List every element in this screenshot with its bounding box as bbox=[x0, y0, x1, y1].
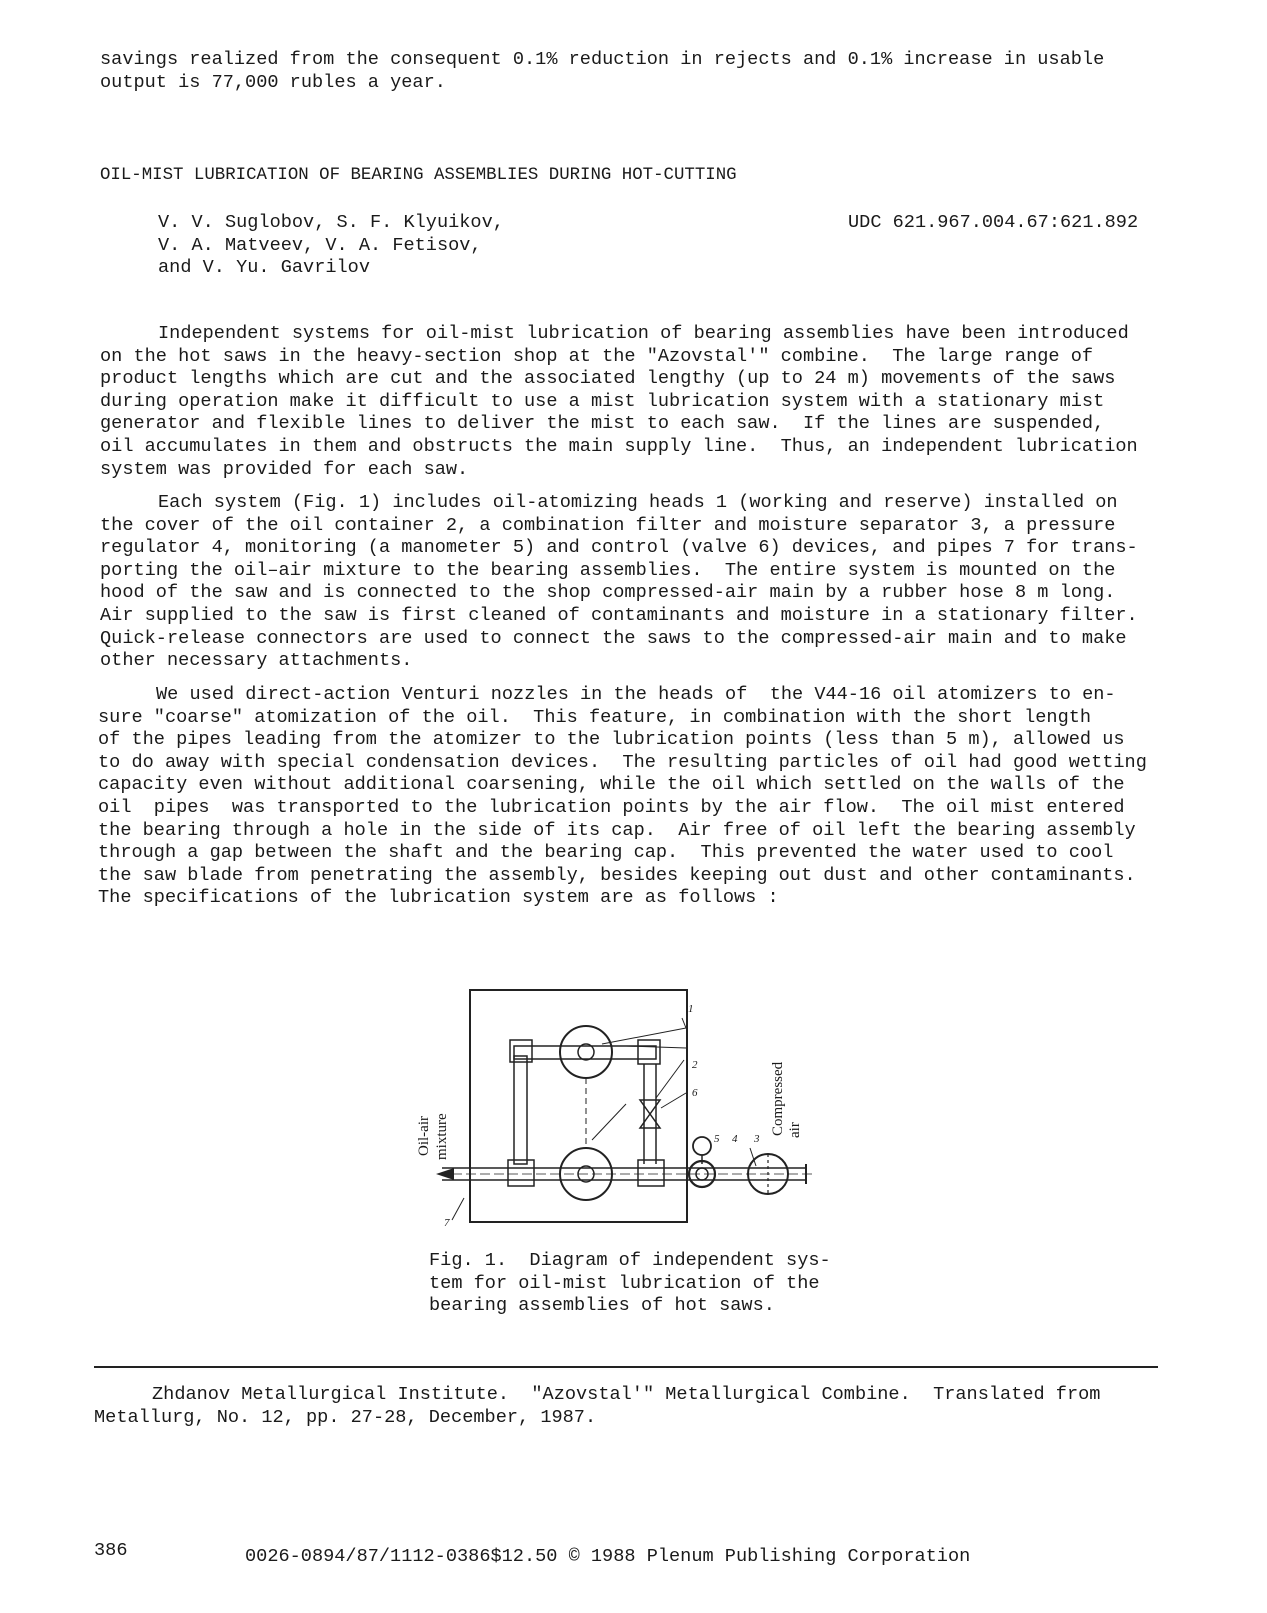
text-line: product lengths which are cut and the associated lengthy (up to 24 m) movements of the saws bbox=[100, 368, 1116, 390]
udc-code: UDC 621.967.004.67:621.892 bbox=[848, 212, 1139, 233]
text-line: of the pipes leading from the atomizer to the lubrication points (less than 5 m), allowed us bbox=[98, 729, 1125, 751]
text-line: oil pipes was transported to the lubrication points by the air flow. The oil mist entered bbox=[98, 796, 1125, 818]
footnote-divider bbox=[94, 1366, 1158, 1368]
author-line: and V. Yu. Gavrilov bbox=[158, 257, 371, 279]
text-line: other necessary attachments. bbox=[100, 650, 413, 672]
text-line: through a gap between the shaft and the bearing cap. This prevented the water used to cool bbox=[98, 842, 1114, 864]
author-line: V. A. Matveev, V. A. Fetisov, bbox=[158, 234, 482, 256]
page-number: 386 bbox=[94, 1540, 128, 1561]
callout-1: 1 bbox=[688, 1003, 694, 1015]
text-line: the bearing through a hole in the side of its cap. Air free of oil left the bearing assembly bbox=[98, 819, 1136, 841]
text-line: oil accumulates in them and obstructs the main supply line. Thus, an independent lubrication bbox=[100, 435, 1138, 457]
text-line: hood of the saw and is connected to the shop compressed-air main by a rubber hose 8 m long. bbox=[100, 582, 1116, 604]
text-line: output is 77,000 rubles a year. bbox=[100, 71, 446, 93]
text-line: The specifications of the lubrication system are as follows : bbox=[98, 887, 779, 909]
text-line: Quick-release connectors are used to connect the saws to the compressed-air main and to make bbox=[100, 627, 1127, 649]
caption-line: bearing assemblies of hot saws. bbox=[429, 1295, 775, 1317]
figure-caption bbox=[429, 1250, 831, 1318]
paragraph-2 bbox=[100, 492, 1138, 673]
top-fragment bbox=[100, 49, 1104, 94]
callout-3: 3 bbox=[754, 1133, 760, 1145]
atomizer-head-top bbox=[560, 1026, 612, 1078]
text-line: Air supplied to the saw is first cleaned of contaminants and moisture in a stationary filter. bbox=[100, 604, 1138, 626]
text-line: capacity even without additional coarsening, while the oil which settled on the walls of the bbox=[98, 774, 1125, 796]
paragraph-1 bbox=[100, 323, 1138, 481]
text-line: during operation make it difficult to use a mist lubrication system with a stationary mist bbox=[100, 390, 1105, 412]
text-line: savings realized from the consequent 0.1% reduction in rejects and 0.1% increase in usable bbox=[100, 49, 1105, 70]
text-line: regulator 4, monitoring (a manometer 5) and control (valve 6) devices, and pipes 7 for trans- bbox=[100, 537, 1138, 559]
text-line: the saw blade from penetrating the assembly, besides keeping out dust and other contaminants. bbox=[98, 864, 1136, 886]
text-line: generator and flexible lines to deliver the mist to each saw. If the lines are suspended, bbox=[100, 413, 1105, 435]
text-line: porting the oil–air mixture to the bearing assemblies. The entire system is mounted on the bbox=[100, 559, 1116, 581]
text-line: system was provided for each saw. bbox=[100, 458, 469, 480]
author-list bbox=[158, 212, 504, 280]
text-line: to do away with special condensation devices. The resulting particles of oil had good wetting bbox=[98, 751, 1147, 773]
figure-1-diagram bbox=[416, 988, 840, 1233]
text-line: sure "coarse" atomization of the oil. This feature, in combination with the short length bbox=[98, 706, 1092, 728]
callout-4: 4 bbox=[732, 1133, 738, 1145]
paragraph-3 bbox=[98, 684, 1147, 910]
footnote bbox=[94, 1384, 1100, 1429]
callout-6: 6 bbox=[692, 1087, 698, 1099]
label-mixture: mixture bbox=[434, 1113, 450, 1160]
callout-7: 7 bbox=[444, 1217, 450, 1229]
text-line: We used direct-action Venturi nozzles in the heads of the V44-16 oil atomizers to en- bbox=[156, 684, 1116, 705]
label-compressed: Compressed bbox=[770, 1061, 786, 1136]
footnote-line: Metallurg, No. 12, pp. 27-28, December, 1987. bbox=[94, 1406, 597, 1428]
manometer-5 bbox=[693, 1137, 711, 1155]
author-line: V. V. Suglobov, S. F. Klyuikov, bbox=[158, 212, 504, 233]
callout-5: 5 bbox=[714, 1133, 720, 1145]
valve-6 bbox=[640, 1100, 660, 1114]
lubrication-system-diagram bbox=[416, 988, 840, 1233]
copyright-line: 0026-0894/87/1112-0386$12.50 © 1988 Plenum Publishing Corporation bbox=[245, 1546, 971, 1567]
text-line: the cover of the oil container 2, a combination filter and moisture separator 3, a pressure bbox=[100, 514, 1116, 536]
caption-line: tem for oil-mist lubrication of the bbox=[429, 1272, 820, 1294]
article-title: OIL-MIST LUBRICATION OF BEARING ASSEMBLIES DURING HOT-CUTTING bbox=[100, 166, 737, 185]
text-line: Each system (Fig. 1) includes oil-atomizing heads 1 (working and reserve) installed on bbox=[158, 492, 1118, 513]
oil-container-outline bbox=[470, 990, 687, 1222]
callout-2: 2 bbox=[692, 1059, 698, 1071]
label-air: air bbox=[787, 1122, 803, 1138]
footnote-line: Zhdanov Metallurgical Institute. "Azovstal'" Metallurgical Combine. Translated from bbox=[152, 1384, 1101, 1405]
label-oil-air: Oil-air bbox=[416, 1116, 432, 1156]
text-line: on the hot saws in the heavy-section shop at the "Azovstal'" combine. The large range of bbox=[100, 345, 1094, 367]
caption-line: Fig. 1. Diagram of independent sys- bbox=[429, 1250, 831, 1271]
text-line: Independent systems for oil-mist lubrication of bearing assemblies have been introduced bbox=[158, 323, 1129, 344]
